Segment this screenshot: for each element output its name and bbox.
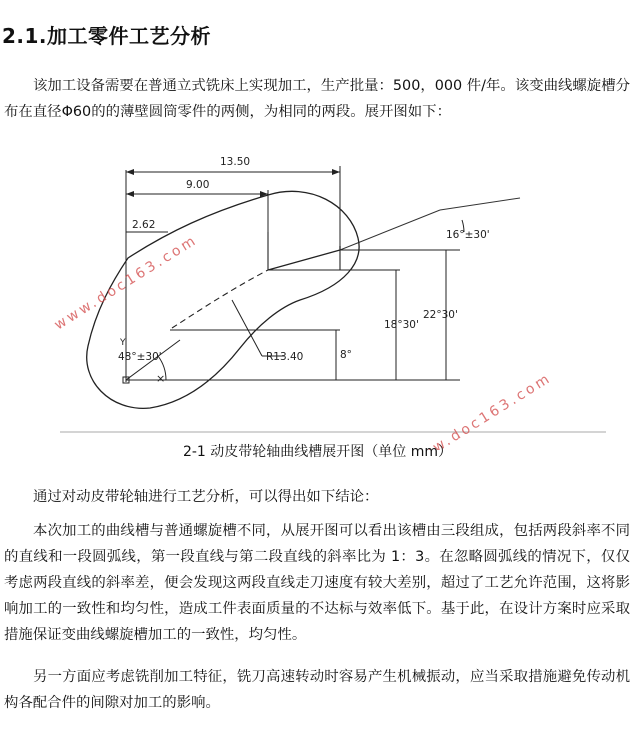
- watermark-left: www.doc163.com: [51, 231, 201, 334]
- axis-y-label: Y: [120, 338, 126, 348]
- figure-caption: 2-1 动皮带轮轴曲线槽展开图（单位 mm）: [182, 444, 453, 460]
- dim-9-00: 9.00: [186, 179, 210, 191]
- groove-edge-top: [268, 246, 340, 270]
- groove-outline: [87, 191, 359, 408]
- intro-paragraph: 该加工设备需要在普通立式铣床上实现加工，生产批量：500，000 件/年。该变曲线螺旋槽分布在直径Φ60的的薄壁圆筒零件的两侧，为相同的两段。展开图如下：: [4, 78, 630, 120]
- arc-centerline: [172, 270, 268, 328]
- watermark-right: www.doc163.com: [405, 369, 555, 450]
- vibration-paragraph: 另一方面应考虑铣削加工特征，铣刀高速转动时容易产生机械振动，应当采取措施避免传动机构各配合件的间隙对加工的影响。: [4, 669, 630, 711]
- section-title: 2.1.加工零件工艺分析: [2, 24, 212, 48]
- dim-angle-left: 48°±30': [118, 351, 162, 363]
- cross-mark: ×: [156, 372, 166, 385]
- arrow-9-00-left: [126, 191, 134, 197]
- dim-13-50: 13.50: [220, 156, 251, 168]
- arrow-13-50-left: [126, 169, 134, 175]
- dim-8: 8°: [340, 349, 352, 361]
- conclusion-lead-paragraph: 通过对动皮带轮轴进行工艺分析，可以得出如下结论：: [33, 489, 379, 505]
- arrow-13-50-right: [332, 169, 340, 175]
- dim-2-62: 2.62: [132, 219, 156, 231]
- dim-angle-top: 16°±30': [446, 229, 490, 241]
- dim-22-30: 22°30': [423, 309, 458, 321]
- groove-development-figure: [40, 150, 630, 450]
- slope-line-top: [340, 198, 520, 250]
- dim-radius: R13.40: [266, 351, 304, 363]
- figure-drawing: [40, 150, 630, 450]
- dim-18-30: 18°30': [384, 319, 419, 331]
- analysis-paragraph: 本次加工的曲线槽与普通螺旋槽不同，从展开图可以看出该槽由三段组成，包括两段斜率不同的直线和一段圆弧线，第一段直线与第二段直线的斜率比为 1：3。在忽略圆弧线的情况下，仅仅考虑两段直线的斜率差，便会发现这两段直线走刀速度有较大差别，超过了工艺允许范围，这将影响加工的一致性和均匀性，造成工件表面质量的不达标与效率低下。基于此，在设计方案时应采取措施保证变曲线螺旋槽加工的一致性，均匀性。: [4, 523, 630, 643]
